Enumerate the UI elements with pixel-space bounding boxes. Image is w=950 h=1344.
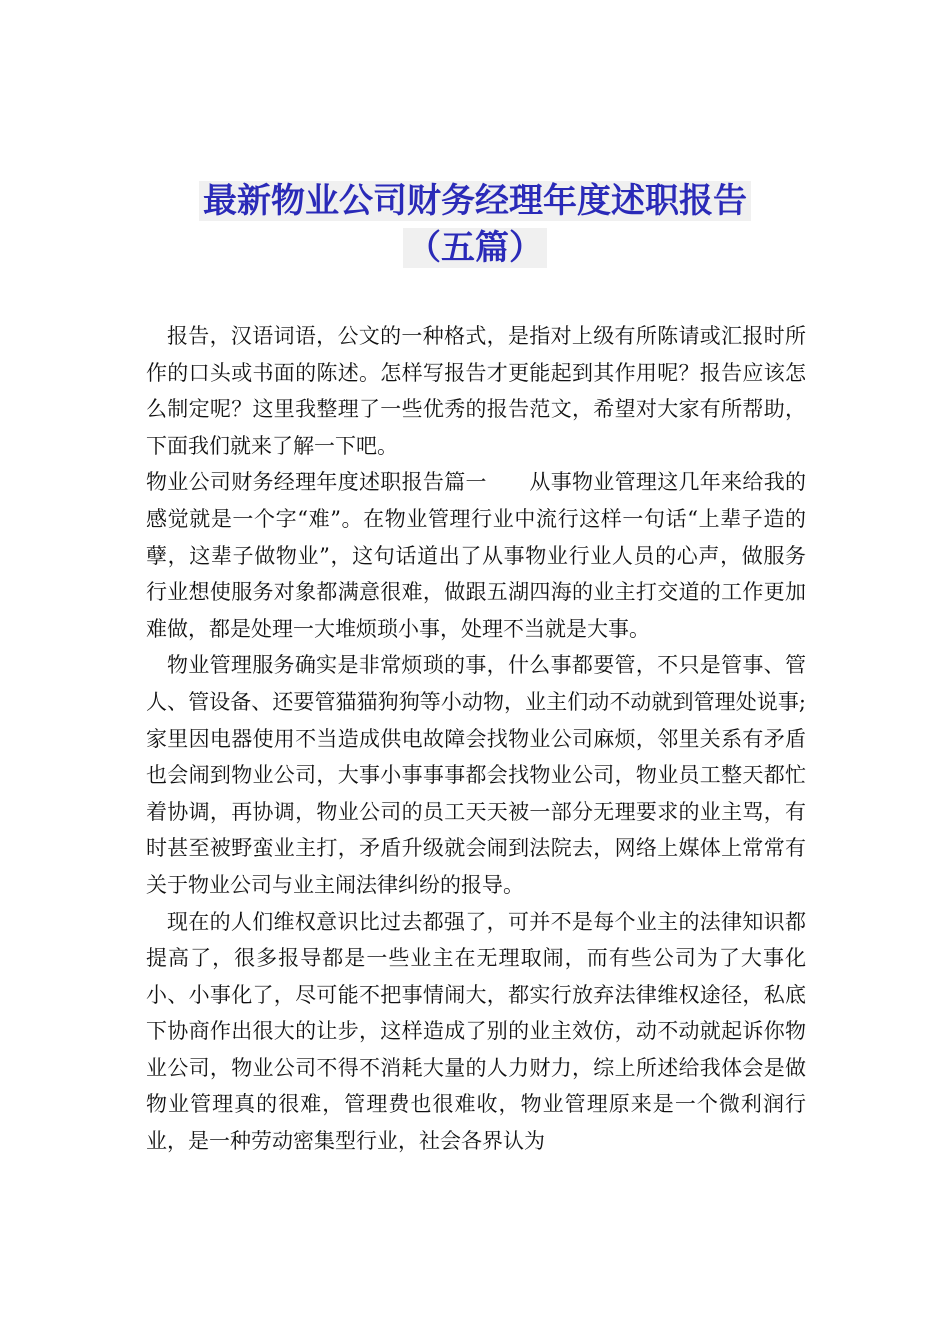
title-text-2: （五篇）: [403, 228, 547, 268]
paragraph-rights-awareness: 现在的人们维权意识比过去都强了，可并不是每个业主的法律知识都提高了，很多报导都是一些业主在无理取闹，而有些公司为了大事化小、小事化了，尽可能不把事情闹大，都实行放弃法律维权途径，私底下协商作出很大的让步，这样造成了别的业主效仿，动不动就起诉你物业公司，物业公司不得不消耗大量的人力财力，综上所述给我体会是做物业管理真的很难，管理费也很难收，物业管理原来是一个微利润行业，是一种劳动密集型行业，社会各界认为: [146, 909, 806, 1154]
paragraph-intro: 报告，汉语词语，公文的一种格式，是指对上级有所陈请或汇报时所作的口头或书面的陈述。怎样写报告才更能起到其作用呢？报告应该怎么制定呢？这里我整理了一些优秀的报告范文，希望对大家有所帮助，下面我们就来了解一下吧。: [146, 324, 806, 458]
title-text-1: 最新物业公司财务经理年度述职报告: [199, 181, 751, 221]
document-title-line-2: [0, 225, 950, 271]
document-title-line-1: [0, 178, 950, 224]
paragraph-article-1-start: 物业公司财务经理年度述职报告篇一 从事物业管理这几年来给我的感觉就是一个字“难”。在物业管理行业中流行这样一句话“上辈子造的孽，这辈子做物业”，这句话道出了从事物业行业人员的心声，做服务行业想使服务对象都满意很难，做跟五湖四海的业主打交道的工作更加难做，都是处理一大堆烦琐小事，处理不当就是大事。: [146, 470, 806, 641]
document-body: [146, 318, 806, 1160]
paragraph-property-service: 物业管理服务确实是非常烦琐的事，什么事都要管，不只是管事、管人、管设备、还要管猫猫狗狗等小动物，业主们动不动就到管理处说事;家里因电器使用不当造成供电故障会找物业公司麻烦，邻里关系有矛盾也会闹到物业公司，大事小事事事都会找物业公司，物业员工整天都忙着协调，再协调，物业公司的员工天天被一部分无理要求的业主骂，有时甚至被野蛮业主打，矛盾升级就会闹到法院去，网络上媒体上常常有关于物业公司与业主闹法律纠纷的报导。: [146, 653, 806, 897]
